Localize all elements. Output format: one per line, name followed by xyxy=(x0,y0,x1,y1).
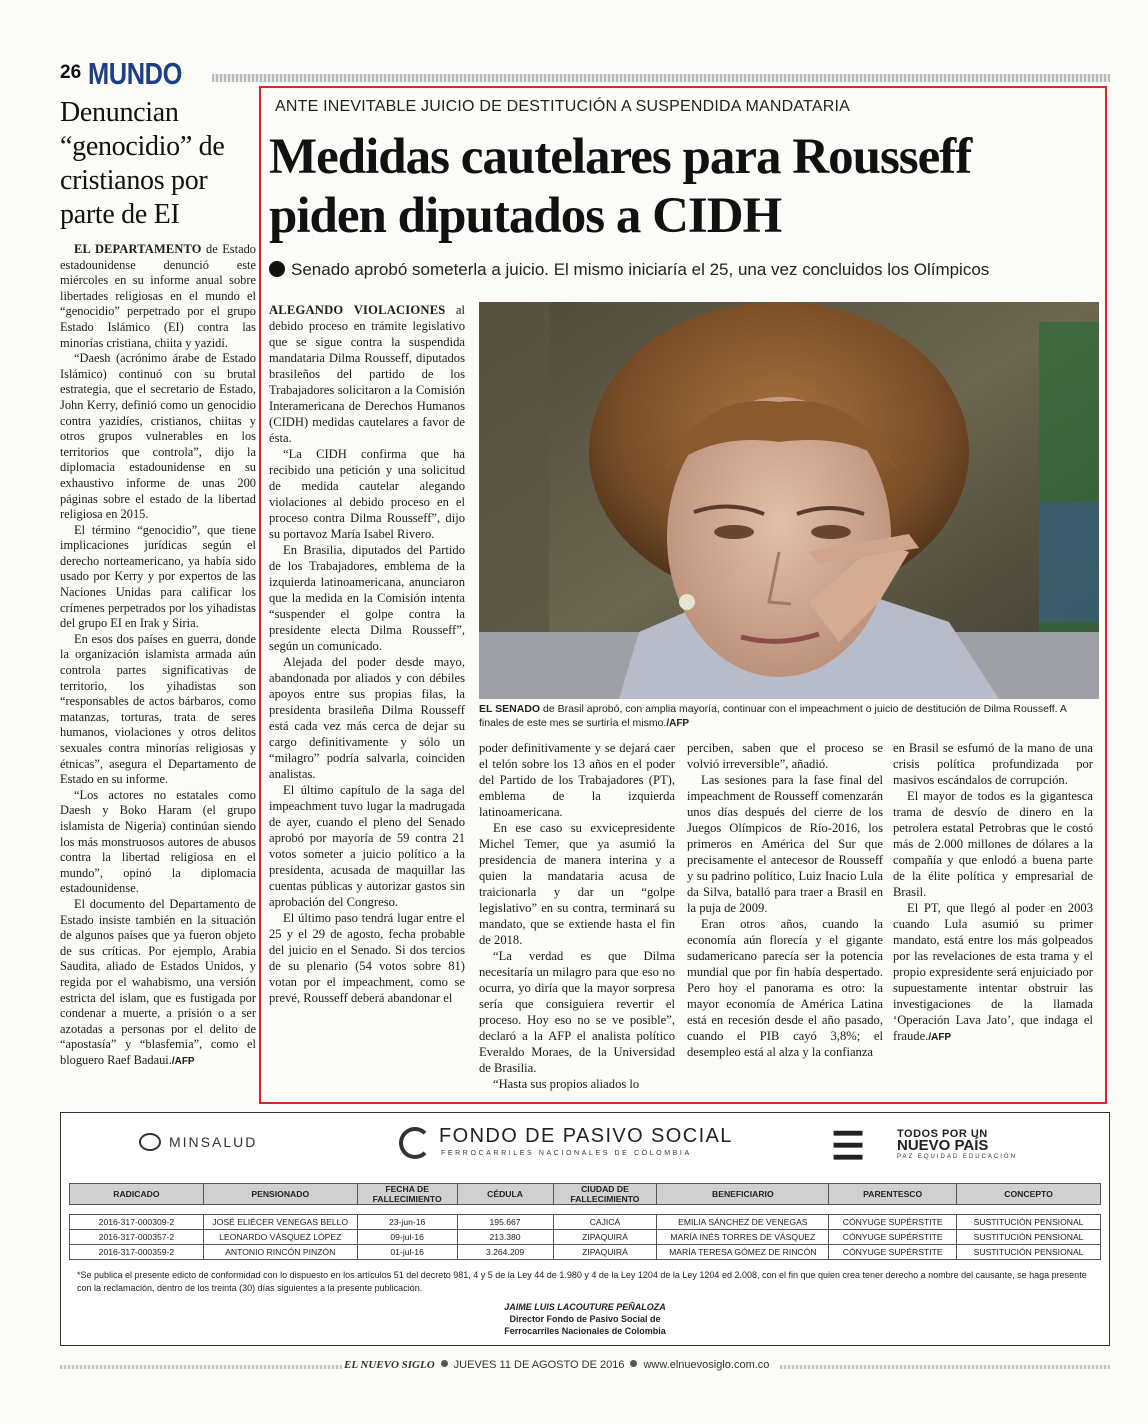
main-story-col1-p4: Alejada del poder desde mayo, abandonada por aliados y con débiles apoyos entre sus propias filas, la presidenta brasileña Dilma Rousseff está cada vez más cerca de dejar su cargo definitivamente y sólo un “milagro” podría salvarla, coinciden analistas. xyxy=(269,655,465,781)
table-cell: JOSÉ ELIÉCER VENEGAS BELLO xyxy=(203,1215,357,1230)
coat-of-arms-icon xyxy=(139,1133,161,1151)
table-cell: ZIPAQUIRÁ xyxy=(553,1245,657,1260)
photo-caption xyxy=(479,702,1099,731)
main-story-column-4 xyxy=(893,740,1093,1046)
main-story-col3-p2: Las sesiones para la fase final del impeachment de Rousseff comenzarán unos días después del cierre de los Juegos Olímpicos de Río-2016, los primeros en América del Sur que precisamente el antecesor de Rousseff y su padrino político, Luiz Inacio Lula da Silva, batalló para traer a Brasil en la puja de 2009. xyxy=(687,773,883,915)
left-story-headline: Denuncian “genocidio” de cristianos por parte de EI xyxy=(60,97,225,230)
main-story-col1-p5: El último capítulo de la saga del impeachment tuvo lugar la madrugada de ayer, cuando el pleno del Senado aprobó por mayoría de 59 contra 21 votos someter a juicio político a la presidenta, acusada de maquillar las cuentas públicas y autorizar gastos sin aprobación del Congreso. xyxy=(269,783,465,909)
main-story-col1-p1: al debido proceso en trámite legislativo que se sigue contra la suspendida mandataria Dilma Rousseff, diputados brasileños del partido de los Trabajadores solicitaron a la Comisión Interamericana de Derechos Humanos (CIDH) medidas cautelares a favor de ésta. xyxy=(269,303,465,445)
signature-block xyxy=(61,1301,1109,1337)
left-story-p2: “Daesh (acrónimo árabe de Estado Islámico) continuó con su brutal estrategia, que el secretario de Estado, John Kerry, definió como un genocidio contra yazidíes, cristianos, chiitas y otros grupos vulnerables en los territorios que controla”, dijo la diplomacia estadounidense en su exhaustivo informe de unas 200 páginas sobre el estado de la libertad religiosa en 2015. xyxy=(60,351,256,522)
main-story-col2-p3: “La verdad es que Dilma necesitaría un milagro para que eso no ocurra, yo diría que la mayor sorpresa sería que consiguiera revertir el proceso. Hoy eso no se ve posible”, declaró a la AFP el analista político Everaldo Moraes, de la Universidad de Brasilia. xyxy=(479,949,675,1075)
table-cell: SUSTITUCIÓN PENSIONAL xyxy=(957,1245,1101,1260)
table-cell: 2016-317-000359-2 xyxy=(70,1245,204,1260)
main-story-col4-p1: en Brasil se esfumó de la mano de una crisis política profundizada por masivos escándalos de corrupción. xyxy=(893,741,1093,787)
bullet-icon xyxy=(441,1360,448,1367)
left-story-p5: “Los actores no estatales como Daesh y Boko Haram (el grupo islamista de Nigeria) continúan siendo los más monstruosos autores de abusos contra la libertad religiosa en el mundo”, opinó la diplomacia estadounidense. xyxy=(60,787,256,896)
table-cell: CÓNYUGE SUPÉRSTITE xyxy=(829,1215,957,1230)
left-story-body xyxy=(60,242,256,1069)
table-cell: 2016-317-000309-2 xyxy=(70,1215,204,1230)
legal-note: *Se publica el presente edicto de conformidad con lo dispuesto en los artículos 51 del decreto 981, 4 y 5 de la Ley 44 de 1.980 y 4 de la Ley 1204 de la Ley 1204 ed 2.008, con el fin que quien crea tener derecho a nombre del causante, se haga presente con la reclamación, dentro de los treinta (30) días siguientes a la presente publicación. xyxy=(77,1270,1087,1293)
caption-text: de Brasil aprobó, con amplia mayoría, continuar con el impeachment o juicio de destitución de Dilma Rousseff. A finales de este mes se surtiría el mismo. xyxy=(479,703,1067,729)
bullet-icon xyxy=(630,1360,637,1367)
legal-notice-ad xyxy=(60,1112,1110,1346)
left-story-p4: En esos dos países en guerra, donde la organización islamista armada aún controla partes significativas de territorio, los yihadistas son “responsables de actos bárbaros, como matanzas, torturas, trata de seres humanos, violaciones y otros delitos sexuales contra minorías religiosas y étnicas”, asegura el Departamento de Estado en su informe. xyxy=(60,631,256,787)
nuevo-pais-line1: TODOS POR UN xyxy=(897,1128,988,1140)
section-title: MUNDO xyxy=(88,56,182,91)
main-story-column-3 xyxy=(687,740,883,1060)
table-cell: ANTONIO RINCÓN PINZÓN xyxy=(203,1245,357,1260)
table-cell: 2016-317-000357-2 xyxy=(70,1230,204,1245)
table-cell: 3.264.209 xyxy=(457,1245,553,1260)
table-cell: 195.667 xyxy=(457,1215,553,1230)
footer-rule-left xyxy=(60,1365,342,1369)
main-story-col1-p3: En Brasilia, diputados del Partido de los Trabajadores, emblema de la izquierda latinoamericana, anunciaron que la medida en la Comisión intenta “suspender el golpe contra la presidente electa Dilma Rousseff”, según un comunicado. xyxy=(269,543,465,653)
main-story-col4-p2: El mayor de todos es la gigantesca trama de desvío de dinero en la petrolera estatal Petrobras que le costó más de 2.000 millones de dólares a la compañía y que enlodó a buena parte de la élite política y empresarial de Brasil. xyxy=(893,789,1093,899)
main-story-deck-text: Senado aprobó someterla a juicio. El mismo iniciaría el 25, una vez concluidos los Olímpicos xyxy=(291,260,990,279)
header-rule xyxy=(212,74,1110,82)
nuevo-pais-line3: PAZ EQUIDAD EDUCACIÓN xyxy=(897,1154,1017,1160)
col-header: CIUDAD DE FALLECIMIENTO xyxy=(553,1184,657,1205)
nuevo-pais-line2: NUEVO PAÍS xyxy=(897,1137,989,1154)
footer-date: JUEVES 11 DE AGOSTO DE 2016 xyxy=(453,1359,625,1371)
left-story-p1: de Estado estadounidense denunció este miércoles en su informe anual sobre libertades religiosas en el mundo el “genocidio” perpetrado por el grupo Estado Islámico (EI) contra las minorías cristiana, chiita y yazidí. xyxy=(60,242,256,350)
page-footer xyxy=(60,1360,1110,1374)
footer-text xyxy=(344,1359,769,1371)
page-number: 26 xyxy=(60,62,82,83)
signer-name: JAIME LUIS LACOUTURE PEÑALOZA xyxy=(504,1302,666,1312)
table-cell: CÓNYUGE SUPÉRSTITE xyxy=(829,1245,957,1260)
main-story xyxy=(259,86,1107,1104)
main-story-col2-p4: “Hasta sus propios aliados lo xyxy=(493,1077,640,1091)
caption-lead: EL SENADO xyxy=(479,703,541,715)
table-cell: CÓNYUGE SUPÉRSTITE xyxy=(829,1230,957,1245)
main-story-col4-p3: El PT, que llegó al poder en 2003 cuando Lula asumió su primer mandato, está entre los más golpeados por las revelaciones de esta trama y el propio expresidente será enjuiciado por supuestamente intentar obstruir las investigaciones de la llamada ‘Operación Lava Jato’, que indaga el fraude. xyxy=(893,901,1093,1043)
table-row xyxy=(70,1230,1101,1245)
col-header: RADICADO xyxy=(70,1184,204,1205)
main-story-col3-p1: perciben, saben que el proceso se volvió irreversible”, añadió. xyxy=(687,741,883,771)
table-cell: SUSTITUCIÓN PENSIONAL xyxy=(957,1230,1101,1245)
table-cell: 213.380 xyxy=(457,1230,553,1245)
newspaper-name: EL NUEVO SIGLO xyxy=(344,1359,435,1371)
minsalud-logo xyxy=(139,1133,257,1151)
col-header: CÉDULA xyxy=(457,1184,553,1205)
footer-url: www.elnuevosiglo.com.co xyxy=(643,1359,770,1371)
main-story-credit: /AFP xyxy=(928,1032,952,1043)
signer-title-1: Director Fondo de Pasivo Social de xyxy=(509,1314,661,1324)
table-cell: CAJICÁ xyxy=(553,1215,657,1230)
table-row xyxy=(70,1245,1101,1260)
table-cell: 23-jun-16 xyxy=(357,1215,457,1230)
table-cell: MARÍA TERESA GÓMEZ DE RINCÓN xyxy=(657,1245,829,1260)
footer-rule-right xyxy=(780,1365,1110,1369)
main-story-col1-p6: El último paso tendrá lugar entre el 25 y el 29 de agosto, fecha probable del juicio en el Senado. Si dos tercios de su plenario (54 votos sobre 81) votan por el impeachment, como se prevé, Rousseff deberá abandonar el xyxy=(269,911,465,1005)
main-story-kicker: ANTE INEVITABLE JUICIO DE DESTITUCIÓN A SUSPENDIDA MANDATARIA xyxy=(275,98,850,115)
main-story-headline: Medidas cautelares para Rousseff piden diputados a CIDH xyxy=(269,129,972,244)
main-story-col2-p2: En ese caso su exvicepresidente Michel Temer, que ya asumió la presidencia de manera interina y a quien la mandataria acusa de traicionarla y dar un “golpe legislativo” en su contra, terminará su mandato, que se extiende hasta el fin de 2018. xyxy=(479,821,675,947)
main-story-col3-p3: Eran otros años, cuando la economía aún florecía y el gigante sudamericano parecía ser la potencia mundial que por fin había despertado. Pero hoy el panorama es otro: la mayor economía de América Latina está en recesión desde el año pasado, cuando el PIB cayó 3,8%; el desempleo está al alza y la confianza xyxy=(687,917,883,1059)
left-story-p6: El documento del Departamento de Estado insiste también en la situación de algunos países que ya fueron objeto de sus críticas. Por ejemplo, Arabia Saudita, aliado de Estados Unidos, y regida por el wahabismo, una versión estricta del islam, que es fustigada por condenar a muerte, a prisión o a ser azotadas a personas por el delito de “apostasía” y “blasfemia”, como el bloguero Raef Badaui. xyxy=(60,896,256,1067)
col-header: FECHA DE FALLECIMIENTO xyxy=(357,1184,457,1205)
main-story-lead-caps: ALEGANDO VIOLACIONES xyxy=(269,303,446,317)
main-story-deck xyxy=(269,260,989,280)
main-story-column-2 xyxy=(479,740,675,1092)
main-story-col1-p2: “La CIDH confirma que ha recibido una petición y una solicitud de medida cautelar alegando violaciones al debido proceso en el proceso contra Dilma Rousseff”, dijo su portavoz María Isabel Rivero. xyxy=(269,447,465,541)
left-story xyxy=(60,96,256,1069)
col-header: PENSIONADO xyxy=(203,1184,357,1205)
news-photo xyxy=(479,302,1099,699)
table-cell: EMILIA SÁNCHEZ DE VENEGAS xyxy=(657,1215,829,1230)
fondo-logo-mark-icon xyxy=(399,1127,431,1159)
bullet-icon xyxy=(269,261,285,277)
table-row xyxy=(70,1215,1101,1230)
table-cell: 01-jul-16 xyxy=(357,1245,457,1260)
table-cell: ZIPAQUIRÁ xyxy=(553,1230,657,1245)
left-story-credit: /AFP xyxy=(171,1055,195,1067)
table-header-row xyxy=(70,1184,1101,1205)
fondo-logo-sub: FERROCARRILES NACIONALES DE COLOMBIA xyxy=(441,1150,692,1157)
fondo-logo-name: FONDO DE PASIVO SOCIAL xyxy=(439,1125,733,1147)
main-story-col2-p1: poder definitivamente y se dejará caer el telón sobre los 13 años en el poder del Partido de los Trabajadores (PT), emblema de la izquierda latinoamericana. xyxy=(479,741,675,819)
table-cell: MARÍA INÉS TORRES DE VÁSQUEZ xyxy=(657,1230,829,1245)
left-story-p3: El término “genocidio”, que tiene implicaciones jurídicas según el derecho norteamericano, ya había sido usado por Kerry y por expertos de las Naciones Unidas para calificar los crímenes perpetrados por los yihadistas del grupo EI en Irak y Siria. xyxy=(60,522,256,631)
main-story-column-1 xyxy=(269,302,465,1006)
caption-credit: /AFP xyxy=(666,718,690,729)
col-header: BENEFICIARIO xyxy=(657,1184,829,1205)
col-header: CONCEPTO xyxy=(957,1184,1101,1205)
table-cell: SUSTITUCIÓN PENSIONAL xyxy=(957,1215,1101,1230)
minsalud-logo-text: MINSALUD xyxy=(169,1134,258,1150)
table-cell: 09-jul-16 xyxy=(357,1230,457,1245)
pension-table xyxy=(69,1183,1101,1260)
page-header xyxy=(60,56,1110,90)
table-cell: LEONARDO VÁSQUEZ LÓPEZ xyxy=(203,1230,357,1245)
nuevo-pais-mark-icon: ☰ xyxy=(831,1126,866,1168)
col-header: PARENTESCO xyxy=(829,1184,957,1205)
signer-title-2: Ferrocarriles Nacionales de Colombia xyxy=(504,1326,666,1336)
left-story-lead-caps: EL DEPARTAMENTO xyxy=(74,242,202,256)
